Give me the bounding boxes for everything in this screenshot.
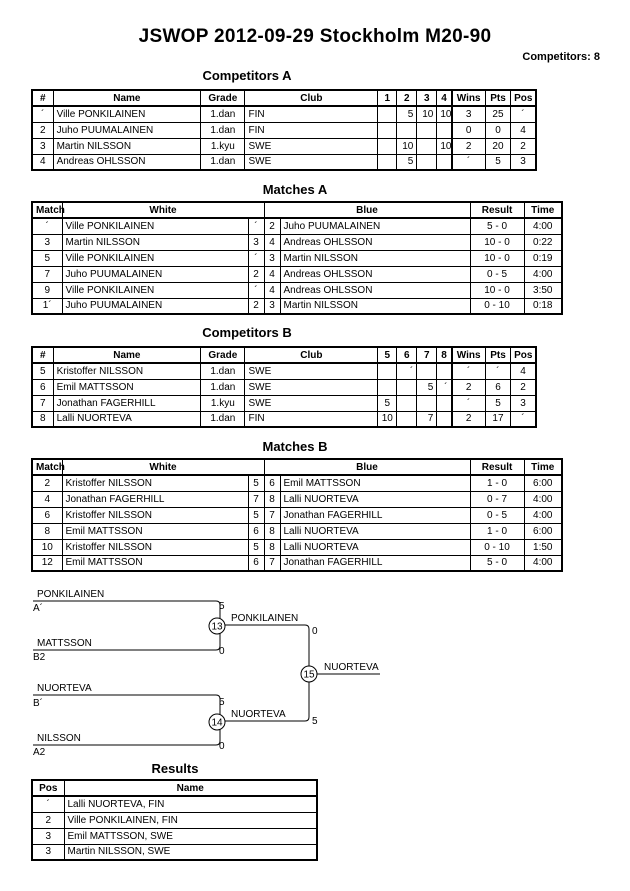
- column-header: Time: [524, 459, 562, 475]
- table-cell: 0:19: [524, 250, 562, 266]
- table-cell: 3:50: [524, 282, 562, 298]
- table-cell: ´: [452, 395, 486, 411]
- column-header: Blue: [264, 202, 470, 218]
- table-cell: 10 - 0: [470, 250, 524, 266]
- table-cell: 0: [485, 122, 510, 138]
- table-cell: 2: [452, 411, 486, 427]
- matches-b-title: Matches B: [262, 439, 328, 454]
- table-cell: 20: [485, 138, 510, 154]
- table-cell: ´: [485, 363, 510, 379]
- table-row: [32, 844, 317, 860]
- table-row: [32, 812, 317, 828]
- table-cell: Andreas OHLSSON: [53, 154, 201, 170]
- column-header: Pts: [485, 90, 510, 106]
- table-cell: Lalli NUORTEVA: [280, 523, 470, 539]
- table-cell: 6: [485, 379, 510, 395]
- table-row: [32, 796, 317, 812]
- table-cell: ´: [248, 282, 264, 298]
- column-header: 1: [378, 90, 397, 106]
- table-cell: Emil MATTSSON: [62, 555, 248, 571]
- table-cell: ´: [32, 218, 62, 234]
- column-header: Time: [524, 202, 562, 218]
- table-cell: 4:00: [524, 555, 562, 571]
- table-cell: 2: [452, 379, 486, 395]
- semi1-top-name: PONKILAINEN: [37, 589, 105, 600]
- table-cell: 3: [452, 106, 486, 122]
- column-header: Match: [32, 459, 62, 475]
- table-cell: 7: [248, 491, 264, 507]
- column-header: Grade: [201, 90, 245, 106]
- table-cell: Lalli NUORTEVA: [280, 539, 470, 555]
- table-cell: 2: [511, 138, 536, 154]
- table-cell: ´: [248, 218, 264, 234]
- table-cell: 4:00: [524, 491, 562, 507]
- table-cell: 1.kyu: [201, 395, 245, 411]
- table-cell: Martin NILSSON: [280, 250, 470, 266]
- table-cell: 17: [485, 411, 510, 427]
- table-cell: 2: [452, 138, 486, 154]
- table-cell: 4: [32, 491, 62, 507]
- table-cell: 5: [485, 154, 510, 170]
- table-cell: 4: [32, 154, 53, 170]
- table-cell: 3: [32, 234, 62, 250]
- table-cell: 0 - 5: [470, 507, 524, 523]
- table-cell: Martin NILSSON, SWE: [64, 844, 317, 860]
- table-cell: FIN: [245, 122, 378, 138]
- table-cell: Juho PUUMALAINEN: [62, 266, 248, 282]
- table-cell: 5 - 0: [470, 555, 524, 571]
- table-cell: 4:00: [524, 218, 562, 234]
- table-cell: ´: [248, 250, 264, 266]
- table-cell: Martin NILSSON: [280, 298, 470, 314]
- table-cell: Kristoffer NILSSON: [62, 507, 248, 523]
- table-cell: 7: [264, 507, 280, 523]
- table-cell: Martin NILSSON: [62, 234, 248, 250]
- table-cell: 8: [264, 491, 280, 507]
- table-cell: 10 - 0: [470, 234, 524, 250]
- results-table: [31, 779, 318, 861]
- table-cell: 4: [264, 282, 280, 298]
- table-cell: 8: [264, 539, 280, 555]
- table-cell: 3: [264, 250, 280, 266]
- column-header: Pos: [32, 780, 64, 796]
- table-cell: 6: [248, 555, 264, 571]
- semi2-match-number: 14: [211, 717, 223, 729]
- table-cell: 10 - 0: [470, 282, 524, 298]
- table-cell: Andreas OHLSSON: [280, 266, 470, 282]
- table-cell: 0 - 10: [470, 298, 524, 314]
- column-header: Club: [245, 347, 378, 363]
- table-cell: 1.dan: [201, 154, 245, 170]
- column-header: White: [62, 202, 264, 218]
- table-cell: 6:00: [524, 523, 562, 539]
- table-cell: ´: [32, 106, 53, 122]
- semi2-winner-score: 5: [312, 716, 318, 727]
- table-cell: 3: [32, 844, 64, 860]
- table-cell: 3: [264, 298, 280, 314]
- table-cell: ´: [511, 411, 536, 427]
- table-cell: Jonathan FAGERHILL: [280, 555, 470, 571]
- table-cell: Emil MATTSSON, SWE: [64, 828, 317, 844]
- table-cell: 4: [511, 363, 536, 379]
- table-cell: 5: [248, 507, 264, 523]
- table-cell: 3: [32, 828, 64, 844]
- matches-a-title: Matches A: [262, 182, 328, 197]
- table-cell: 0:22: [524, 234, 562, 250]
- table-cell: 5: [397, 154, 417, 170]
- results-title: Results: [151, 761, 199, 776]
- table-cell: ´: [452, 154, 486, 170]
- table-cell: 2: [264, 218, 280, 234]
- table-cell: 4:00: [524, 507, 562, 523]
- table-cell: 3: [32, 138, 53, 154]
- column-header: Result: [470, 202, 524, 218]
- table-cell: 5: [248, 539, 264, 555]
- table-cell: Lalli NUORTEVA, FIN: [64, 796, 317, 812]
- column-header: #: [32, 347, 53, 363]
- semi1-winner-score: 0: [312, 626, 318, 637]
- table-cell: Kristoffer NILSSON: [53, 363, 201, 379]
- competitors-b-title: Competitors B: [202, 325, 292, 340]
- semi1-bottom-score: 0: [219, 646, 225, 657]
- table-cell: 2: [32, 812, 64, 828]
- table-cell: 6: [32, 507, 62, 523]
- column-header: 2: [397, 90, 417, 106]
- column-header: Pos: [511, 347, 536, 363]
- table-cell: 10: [397, 138, 417, 154]
- table-cell: ´: [397, 363, 417, 379]
- table-cell: 2: [32, 122, 53, 138]
- column-header: Name: [53, 347, 201, 363]
- table-cell: SWE: [245, 154, 378, 170]
- table-cell: FIN: [245, 411, 378, 427]
- final-winner-name: NUORTEVA: [324, 662, 379, 673]
- column-header: Blue: [264, 459, 470, 475]
- table-cell: Emil MATTSSON: [62, 523, 248, 539]
- semi2-bottom-seed: A2: [33, 747, 46, 758]
- table-cell: Kristoffer NILSSON: [62, 475, 248, 491]
- table-cell: Ville PONKILAINEN: [53, 106, 201, 122]
- table-cell: 5: [397, 106, 417, 122]
- table-cell: Juho PUUMALAINEN: [62, 298, 248, 314]
- column-header: Grade: [201, 347, 245, 363]
- table-cell: 12: [32, 555, 62, 571]
- table-header-row: [32, 780, 317, 796]
- semi1-bottom-seed: B2: [33, 652, 46, 663]
- table-cell: SWE: [245, 379, 378, 395]
- semi1-bottom-name: MATTSSON: [37, 638, 92, 649]
- table-cell: Emil MATTSSON: [280, 475, 470, 491]
- table-cell: 1.kyu: [201, 138, 245, 154]
- semi1-top-score: 5: [219, 601, 225, 612]
- semi1-top-seed: A´: [33, 603, 43, 614]
- competitors-a-title: Competitors A: [202, 68, 292, 83]
- table-cell: 9: [32, 282, 62, 298]
- column-header: Match: [32, 202, 62, 218]
- table-cell: 1.dan: [201, 363, 245, 379]
- table-cell: 8: [32, 523, 62, 539]
- table-cell: 1.dan: [201, 122, 245, 138]
- semi1-match-number: 13: [211, 621, 223, 633]
- table-cell: 0 - 5: [470, 266, 524, 282]
- column-header: Pos: [511, 90, 536, 106]
- table-cell: 6: [264, 475, 280, 491]
- table-cell: 2: [511, 379, 536, 395]
- table-cell: Jonathan FAGERHILL: [62, 491, 248, 507]
- table-cell: 2: [248, 298, 264, 314]
- table-cell: 1.dan: [201, 379, 245, 395]
- table-cell: 5 - 0: [470, 218, 524, 234]
- table-cell: 3: [248, 234, 264, 250]
- semi2-bottom-name: NILSSON: [37, 733, 81, 744]
- table-cell: 7: [417, 411, 437, 427]
- table-cell: 0: [452, 122, 486, 138]
- table-cell: 1.dan: [201, 411, 245, 427]
- final-match-number: 15: [303, 669, 315, 681]
- table-cell: 1.dan: [201, 106, 245, 122]
- column-header: Wins: [452, 90, 486, 106]
- table-cell: 5: [485, 395, 510, 411]
- table-row: [32, 828, 317, 844]
- column-header: White: [62, 459, 264, 475]
- table-cell: ´: [437, 379, 452, 395]
- semi1-winner-name: PONKILAINEN: [231, 613, 299, 624]
- table-cell: 6: [248, 523, 264, 539]
- table-cell: 10: [437, 106, 452, 122]
- table-cell: 1:50: [524, 539, 562, 555]
- table-cell: ´: [452, 363, 486, 379]
- table-cell: Ville PONKILAINEN: [62, 218, 248, 234]
- table-cell: 6:00: [524, 475, 562, 491]
- table-cell: 4: [511, 122, 536, 138]
- table-cell: Ville PONKILAINEN: [62, 250, 248, 266]
- column-header: 4: [437, 90, 452, 106]
- table-cell: SWE: [245, 395, 378, 411]
- column-header: Pts: [485, 347, 510, 363]
- table-cell: 6: [32, 379, 53, 395]
- table-cell: 7: [32, 395, 53, 411]
- table-cell: Juho PUUMALAINEN: [280, 218, 470, 234]
- column-header: 3: [417, 90, 437, 106]
- table-cell: 0:18: [524, 298, 562, 314]
- table-cell: 3: [511, 395, 536, 411]
- table-cell: 1 - 0: [470, 523, 524, 539]
- table-cell: 4: [264, 266, 280, 282]
- table-cell: 0 - 10: [470, 539, 524, 555]
- table-cell: 8: [32, 411, 53, 427]
- table-cell: ´: [32, 796, 64, 812]
- page-title: JSWOP 2012-09-29 Stockholm M20-90: [138, 26, 492, 47]
- table-cell: Jonathan FAGERHILL: [280, 507, 470, 523]
- table-cell: FIN: [245, 106, 378, 122]
- table-cell: 10: [417, 106, 437, 122]
- table-cell: Andreas OHLSSON: [280, 282, 470, 298]
- column-header: Club: [245, 90, 378, 106]
- competitors-count: Competitors: 8: [522, 51, 600, 63]
- table-cell: Emil MATTSSON: [53, 379, 201, 395]
- table-cell: 1´: [32, 298, 62, 314]
- column-header: Result: [470, 459, 524, 475]
- semi2-winner-name: NUORTEVA: [231, 709, 286, 720]
- semi2-top-score: 5: [219, 697, 225, 708]
- table-cell: 5: [32, 250, 62, 266]
- table-cell: 10: [437, 138, 452, 154]
- column-header: 8: [437, 347, 452, 363]
- table-cell: 5: [32, 363, 53, 379]
- table-cell: 5: [378, 395, 397, 411]
- semi2-top-seed: B´: [33, 698, 43, 709]
- table-cell: 4:00: [524, 266, 562, 282]
- table-cell: SWE: [245, 363, 378, 379]
- column-header: 7: [417, 347, 437, 363]
- column-header: Name: [64, 780, 317, 796]
- table-cell: 3: [511, 154, 536, 170]
- table-cell: 2: [32, 475, 62, 491]
- table-cell: 7: [264, 555, 280, 571]
- column-header: 5: [378, 347, 397, 363]
- table-cell: 5: [248, 475, 264, 491]
- table-cell: Ville PONKILAINEN: [62, 282, 248, 298]
- column-header: Wins: [452, 347, 486, 363]
- table-cell: 4: [264, 234, 280, 250]
- table-cell: ´: [511, 106, 536, 122]
- table-cell: 0 - 7: [470, 491, 524, 507]
- column-header: Name: [53, 90, 201, 106]
- column-header: #: [32, 90, 53, 106]
- table-cell: Jonathan FAGERHILL: [53, 395, 201, 411]
- table-cell: 10: [32, 539, 62, 555]
- table-cell: 5: [417, 379, 437, 395]
- table-cell: Kristoffer NILSSON: [62, 539, 248, 555]
- table-cell: Lalli NUORTEVA: [280, 491, 470, 507]
- table-cell: 10: [378, 411, 397, 427]
- table-cell: 25: [485, 106, 510, 122]
- table-cell: 8: [264, 523, 280, 539]
- table-cell: Juho PUUMALAINEN: [53, 122, 201, 138]
- table-cell: Andreas OHLSSON: [280, 234, 470, 250]
- semi2-bottom-score: 0: [219, 741, 225, 752]
- table-cell: 1 - 0: [470, 475, 524, 491]
- column-header: 6: [397, 347, 417, 363]
- table-cell: Martin NILSSON: [53, 138, 201, 154]
- table-cell: Lalli NUORTEVA: [53, 411, 201, 427]
- table-cell: 2: [248, 266, 264, 282]
- table-cell: 7: [32, 266, 62, 282]
- semi2-top-name: NUORTEVA: [37, 683, 92, 694]
- table-cell: SWE: [245, 138, 378, 154]
- table-cell: Ville PONKILAINEN, FIN: [64, 812, 317, 828]
